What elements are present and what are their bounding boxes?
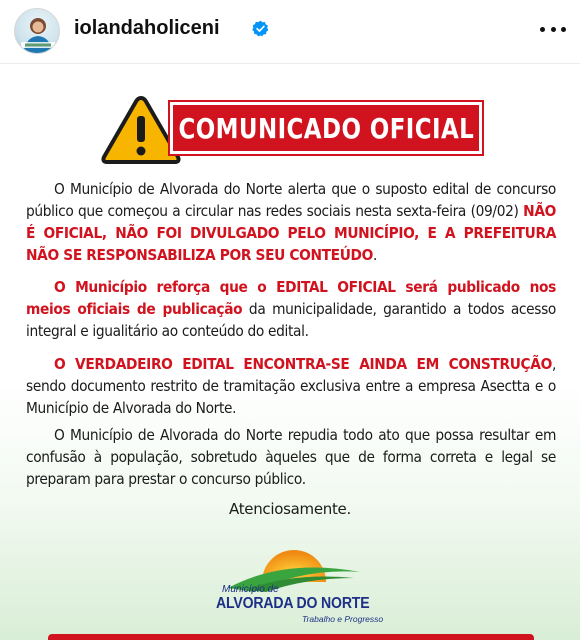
dot xyxy=(540,27,545,32)
dot xyxy=(561,27,566,32)
dot xyxy=(551,27,556,32)
verified-badge-icon xyxy=(252,20,269,37)
paragraph-4-text: O Município de Alvorada do Norte repudia todo ato que possa resultar em confusão à população, sobretudo àqueles que de forma correta e legal se preparam para prestar o concurso público. xyxy=(26,426,556,488)
bottom-bar xyxy=(48,634,534,640)
paragraph-1-end: . xyxy=(372,246,378,264)
paragraph-1 xyxy=(26,178,556,266)
paragraph-2-text: da municipalidade, garantido a todos acesso integral e igualitário ao conteúdo do edital. xyxy=(26,300,556,340)
paragraph-2 xyxy=(26,276,556,342)
more-options-icon[interactable] xyxy=(540,18,566,40)
paragraph-1-text: O Município de Alvorada do Norte alerta que o suposto edital de concurso público que começou a circular nas redes sociais nesta sexta-feira (09/02) xyxy=(26,180,556,220)
title-row xyxy=(100,94,490,164)
post-header xyxy=(0,0,580,64)
paragraph-4 xyxy=(26,424,556,490)
signoff: Atenciosamente. xyxy=(229,500,351,518)
paragraph-3 xyxy=(26,353,556,419)
logo-name: ALVORADA DO NORTE xyxy=(216,595,370,612)
paragraph-3-highlight: O VERDADEIRO EDITAL ENCONTRA-SE AINDA EM CONSTRUÇÃO xyxy=(54,355,552,373)
paragraph-2-highlight: O Município reforça que o EDITAL OFICIAL será publicado nos meios oficiais de publicação xyxy=(26,278,556,318)
logo-prefix: Município de xyxy=(222,584,279,595)
username-link[interactable]: iolandaholiceni xyxy=(74,17,220,39)
avatar[interactable] xyxy=(14,8,60,54)
title-banner xyxy=(170,102,482,154)
sun-logo-icon xyxy=(214,532,374,592)
avatar-image xyxy=(15,9,60,54)
title-text: COMUNICADO OFICIAL xyxy=(178,111,474,145)
post-image xyxy=(0,64,580,640)
logo-tagline: Trabalho e Progresso xyxy=(302,614,384,624)
municipality-logo xyxy=(214,532,384,626)
paragraph-1-highlight: NÃO É OFICIAL, NÃO FOI DIVULGADO PELO MUNICÍPIO, E A PREFEITURA NÃO SE RESPONSABILIZA POR SEU CONTEÚDO xyxy=(26,202,556,264)
paragraph-3-text: , sendo documento restrito de tramitação exclusiva entre a empresa Asectta e o Município de Alvorada do Norte. xyxy=(26,355,556,417)
